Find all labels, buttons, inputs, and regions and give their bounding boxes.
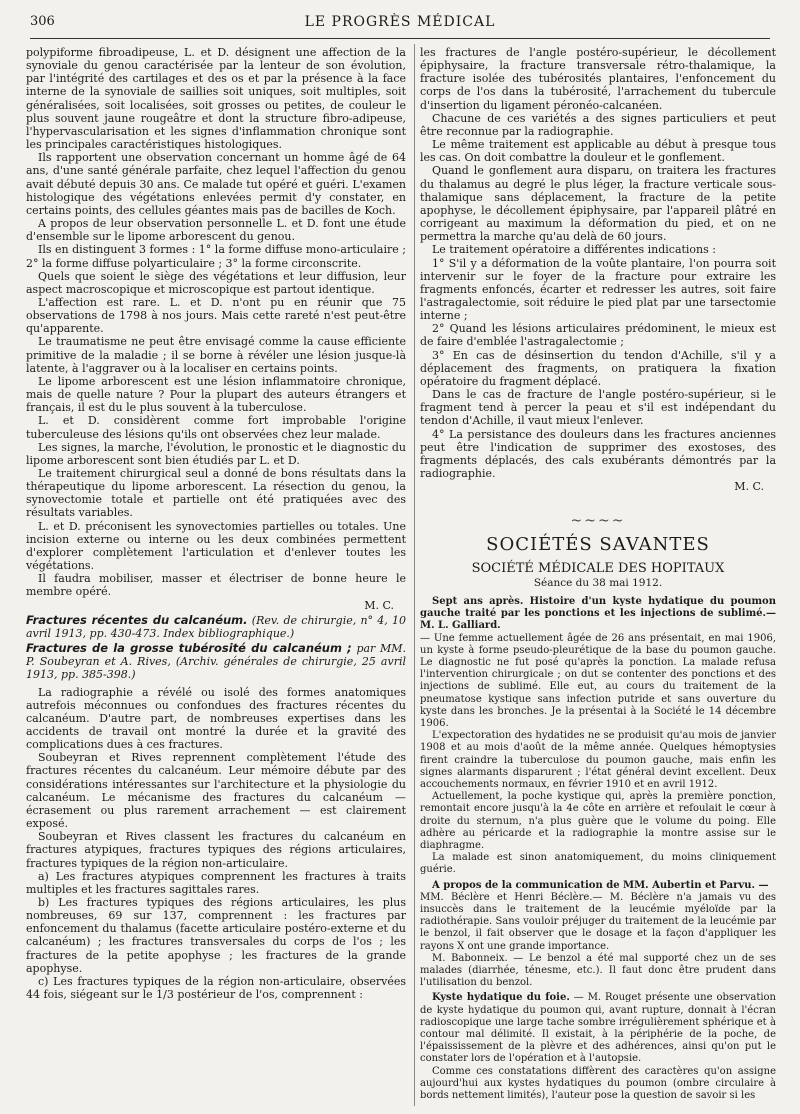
paragraph: A propos de leur observation personnelle L. et D. font une étude d'ensemble sur le lipome arborescent du genou.	[26, 217, 406, 244]
signature: M. C.	[734, 480, 764, 494]
article-title: Fractures récentes du calcanéum.	[26, 612, 248, 627]
paragraph: Ils rapportent une observation concernant un homme âgé de 64 ans, d'une santé générale parfaite, chez lequel l'affection du genou avait débuté depuis 30 ans. Ce malade tut opéré et guéri. L'examen histologique des végétations enlevées permit d'y constater, en certains points, des cellules géantes mais pas de bacilles de Koch.	[26, 151, 406, 217]
article-reference: (Rev. de chirurgie, n° 4, 10 avril 1913, pp. 430-473. Index bibliographique.)	[26, 613, 407, 640]
paragraph: polypiforme fibroadipeuse, L. et D. désignent une affection de la synoviale du genou caractérisée par la lenteur de son évolution, par l'intégrité des cartilages et des os et par la présence à la face interne de la synoviale de saillies soit uniques, soit multiples, soit généralisées, soit localisées, soit grosses ou petites, de couleur le plus souvent jaune rougeâtre et dont la structure fibro-adipeuse, l'hypervascularisation et les signes d'inflammation chronique sont les principales caractéristiques histologiques.	[26, 46, 406, 152]
article-title: Fractures de la grosse tubérosité du calcanéum ;	[26, 641, 352, 656]
report-title: A propos de la communication de MM. Aubertin et Parvu. —	[432, 879, 769, 891]
left-column	[26, 46, 406, 1001]
paragraph: — Une femme actuellement âgée de 26 ans présentait, en mai 1906, un kyste à forme pseudo-pleurétique de la base du poumon gauche. Le diagnostic ne fut posé qu'après la ponction. La malade refusa l'intervention chirurgicale ; on dut se contenter des ponctions et des injections de sublimé. Elle eut, au cours du traitement de la pneumatose kystique sans infection putride et sans ouverture du kyste dans les bronches. Je la présentai à la Société le 14 décembre 1906.	[420, 632, 776, 729]
paragraph: Quels que soient le siège des végétations et leur diffusion, leur aspect macroscopique et microscopique est partout identique.	[26, 269, 406, 296]
page-number: 306	[30, 14, 55, 29]
seance-date: Séance du 38 mai 1912.	[533, 576, 663, 589]
paragraph: Les signes, la marche, l'évolution, le pronostic et le diagnostic du lipome arborescent sont bien étudiés par L. et D.	[26, 440, 406, 467]
paragraph: Ils en distinguent 3 formes : 1° la forme diffuse mono-articulaire ; 2° la forme diffuse polyarticulaire ; 3° la forme circonscrite.	[26, 243, 406, 270]
paragraph: L'affection est rare. L. et D. n'ont pu en réunir que 75 observations de 1798 à nos jours. Mais cette rareté n'est peut-être qu'apparente.	[26, 295, 406, 336]
paragraph: L'expectoration des hydatides ne se produisit qu'au mois de janvier 1908 et au mois d'août de la même année. Quelques hémoptysies firent craindre la tuberculose du poumon gauche, mais enfin les signes alarmants disparurent ; l'état général devint excellent. Deux accouchements normaux, en février 1910 et en avril 1912.	[420, 730, 776, 790]
paragraph: Chacune de ces variétés a des signes particuliers et peut être reconnue par la radiographie.	[420, 111, 776, 138]
paragraph: 2° Quand les lésions articulaires prédominent, le mieux est de faire d'emblée l'astragalectomie ;	[420, 322, 776, 349]
article-heading	[26, 642, 406, 681]
paragraph: La radiographie a révélé ou isolé des formes anatomiques autrefois méconnues ou confondues des fractures récentes du calcanéum. D'autre part, de nombreuses expertises dans les accidents de travail ont montré la durée et la gravité des complications dues à ces fractures.	[26, 685, 406, 752]
report-text: — M. Rouget présente une observation de kyste hydatique du poumon qui, avant rupture, donnait à l'écran radioscopique une large tache sombre irrégulièrement sphérique et à contour mal délimité. Il existait, à la périphérie de la poche, de l'épaississement de la plèvre et des adhérences, ainsi qu'on put le constater lors de l'opération et à l'autopsie.	[420, 992, 776, 1065]
signature: M. C.	[364, 598, 394, 612]
header-rule	[30, 38, 770, 39]
paragraph: Le lipome arborescent est une lésion inflammatoire chronique, mais de quelle nature ? Pour la plupart des auteurs étrangers et français, il est du le plus souvent à la tuberculose.	[26, 374, 406, 415]
paragraph: Actuellement, la poche kystique qui, après la première ponction, remontait encore jusqu'à la 4e côte en arrière et refoulait le cœur à droite du sternum, n'a plus guère que le volume du poing. Elle adhère au péricarde et la radiographie la montre assise sur le diaphragme.	[420, 791, 776, 851]
paragraph: les fractures de l'angle postéro-supérieur, le décollement épiphysaire, la fracture transversale rétro-thalamique, la fracture isolée des tubérosités plantaires, l'enfoncement du corps de l'os dans la tubérosité, l'arrachement du tubercule d'insertion du ligament péronéo-calcanéen.	[420, 46, 776, 112]
report-heading	[420, 992, 776, 1065]
paragraph: a) Les fractures atypiques comprennent les fractures à traits multiples et les fractures sagittales rares.	[26, 869, 406, 896]
ornament-divider: ~~~~	[570, 513, 626, 530]
paragraph: c) Les fractures typiques de la région non-articulaire, observées 44 fois, siégeant sur le 1/3 postérieur de l'os, comprennent :	[26, 974, 406, 1002]
paragraph: 3° En cas de désinsertion du tendon d'Achille, s'il y a déplacement des fragments, on pratiquera la fixation opératoire du fragment déplacé.	[420, 348, 776, 388]
paragraph: Quand le gonflement aura disparu, on traitera les fractures du thalamus au degré le plus léger, la fracture verticale sous-thalamique sans déplacement, la fracture de la petite apophyse, le décollement épiphysaire, par l'appareil plâtré en corrigeant au maximum la déformation du pied, et on ne permettra la marche qu'au delà de 60 jours.	[420, 164, 776, 244]
paragraph: L. et D. préconisent les synovectomies partielles ou totales. Une incision externe ou interne ou les deux combinées permettent d'explorer complètement l'articulation et d'enlever toutes les végétations.	[26, 519, 406, 573]
paragraph: La malade est sinon anatomiquement, du moins cliniquement guérie.	[420, 852, 776, 876]
report-title: Kyste hydatique du foie.	[432, 992, 570, 1004]
paragraph: L. et D. considèrent comme fort improbable l'origine tuberculeuse des lésions qu'ils ont observées chez leur malade.	[26, 414, 406, 441]
section-title: SOCIÉTÉS SAVANTES	[486, 534, 710, 556]
running-title: LE PROGRÈS MÉDICAL	[304, 14, 496, 30]
paragraph: MM. Béclère et Henri Béclère.— M. Béclère n'a jamais vu des insuccès dans le traitement de la leucémie myéloïde par la radiothérapie. Sans vouloir préjuger du traitement de la leucémie par le benzol, il fait observer que le dosage et la façon d'appliquer les rayons X ont une grande importance.	[420, 891, 776, 952]
paragraph: M. Babonneix. — Le benzol a été mal supporté chez un de ses malades (diarrhée, ténesme, etc.). Il faut donc être prudent dans l'utilisation du benzol.	[420, 952, 776, 989]
paragraph: Soubeyran et Rives reprennent complètement l'étude des fractures récentes du calcanéum. Leur mémoire débute par des considérations intéressantes sur l'architecture et la physiologie du calcanéum. Le mécanisme des fractures du calcanéum — écrasement ou plus rarement arrachement — est clairement exposé.	[26, 751, 406, 831]
paragraph: Il faudra mobiliser, masser et électriser de bonne heure le membre opéré.	[26, 572, 406, 599]
paragraph: Le traitement opératoire a différentes indications :	[432, 243, 716, 257]
paragraph: Le même traitement est applicable au début à presque tous les cas. On doit combattre la douleur et le gonflement.	[420, 138, 776, 165]
article-reference: par MM. P. Soubeyran et A. Rives, (Archiv. générales de chirurgie, 25 avril 1913, pp. 385-398.)	[26, 642, 406, 682]
paragraph: 4° La persistance des douleurs dans les fractures anciennes peut être l'indication de supprimer des exostoses, des fragments déplacés, des cals exubérants démontrés par la radiographie.	[420, 427, 776, 480]
article-heading	[26, 614, 406, 640]
paragraph: Soubeyran et Rives classent les fractures du calcanéum en fractures atypiques, fractures typiques des régions articulaires, fractures typiques de la région non-articulaire.	[26, 830, 406, 870]
right-column	[420, 46, 776, 1102]
paragraph: Le traitement chirurgical seul a donné de bons résultats dans la thérapeutique du lipome arborescent. La résection du genou, la synovectomie totale et partielle ont été pratiquées avec des résultats variables.	[26, 467, 406, 520]
paragraph: Comme ces constatations diffèrent des caractères qu'on assigne aujourd'hui aux kystes hydatiques du poumon (ombre circulaire à bords nettement limités), l'auteur pose la question de savoir si les	[420, 1065, 776, 1102]
society-title: SOCIÉTÉ MÉDICALE DES HOPITAUX	[471, 560, 725, 576]
paragraph: Dans le cas de fracture de l'angle postéro-supérieur, si le fragment tend à percer la peau et s'il est indépendant du tendon d'Achille, il vaut mieux l'enlever.	[420, 388, 776, 428]
column-divider	[414, 44, 415, 1106]
paragraph: b) Les fractures typiques des régions articulaires, les plus nombreuses, 69 sur 137, comprennent : les fractures par enfoncement du thalamus (facette articulaire postéro-externe et du calcanéum) ; les fractures transversales du corps de l'os ; les fractures de la petite apophyse ; les fractures de la grande apophyse.	[26, 896, 406, 975]
paragraph: 1° S'il y a déformation de la voûte plantaire, l'on pourra soit intervenir sur le foyer de la fracture pour extraire les fragments enfoncés, écarter et redresser les autres, soit faire l'astragalectomie, soit réduire le pied plat par une tarsectomie interne ;	[420, 256, 776, 323]
report-title: Sept ans après. Histoire d'un kyste hydatique du poumon gauche traité par les ponctions et les injections de sublimé.— M. L. Galliard.	[420, 595, 776, 632]
paragraph: Le traumatisme ne peut être envisagé comme la cause efficiente primitive de la maladie ; il se borne à révéler une lésion jusque-là latente, à l'aggraver ou à la localiser en certains points.	[26, 335, 406, 375]
